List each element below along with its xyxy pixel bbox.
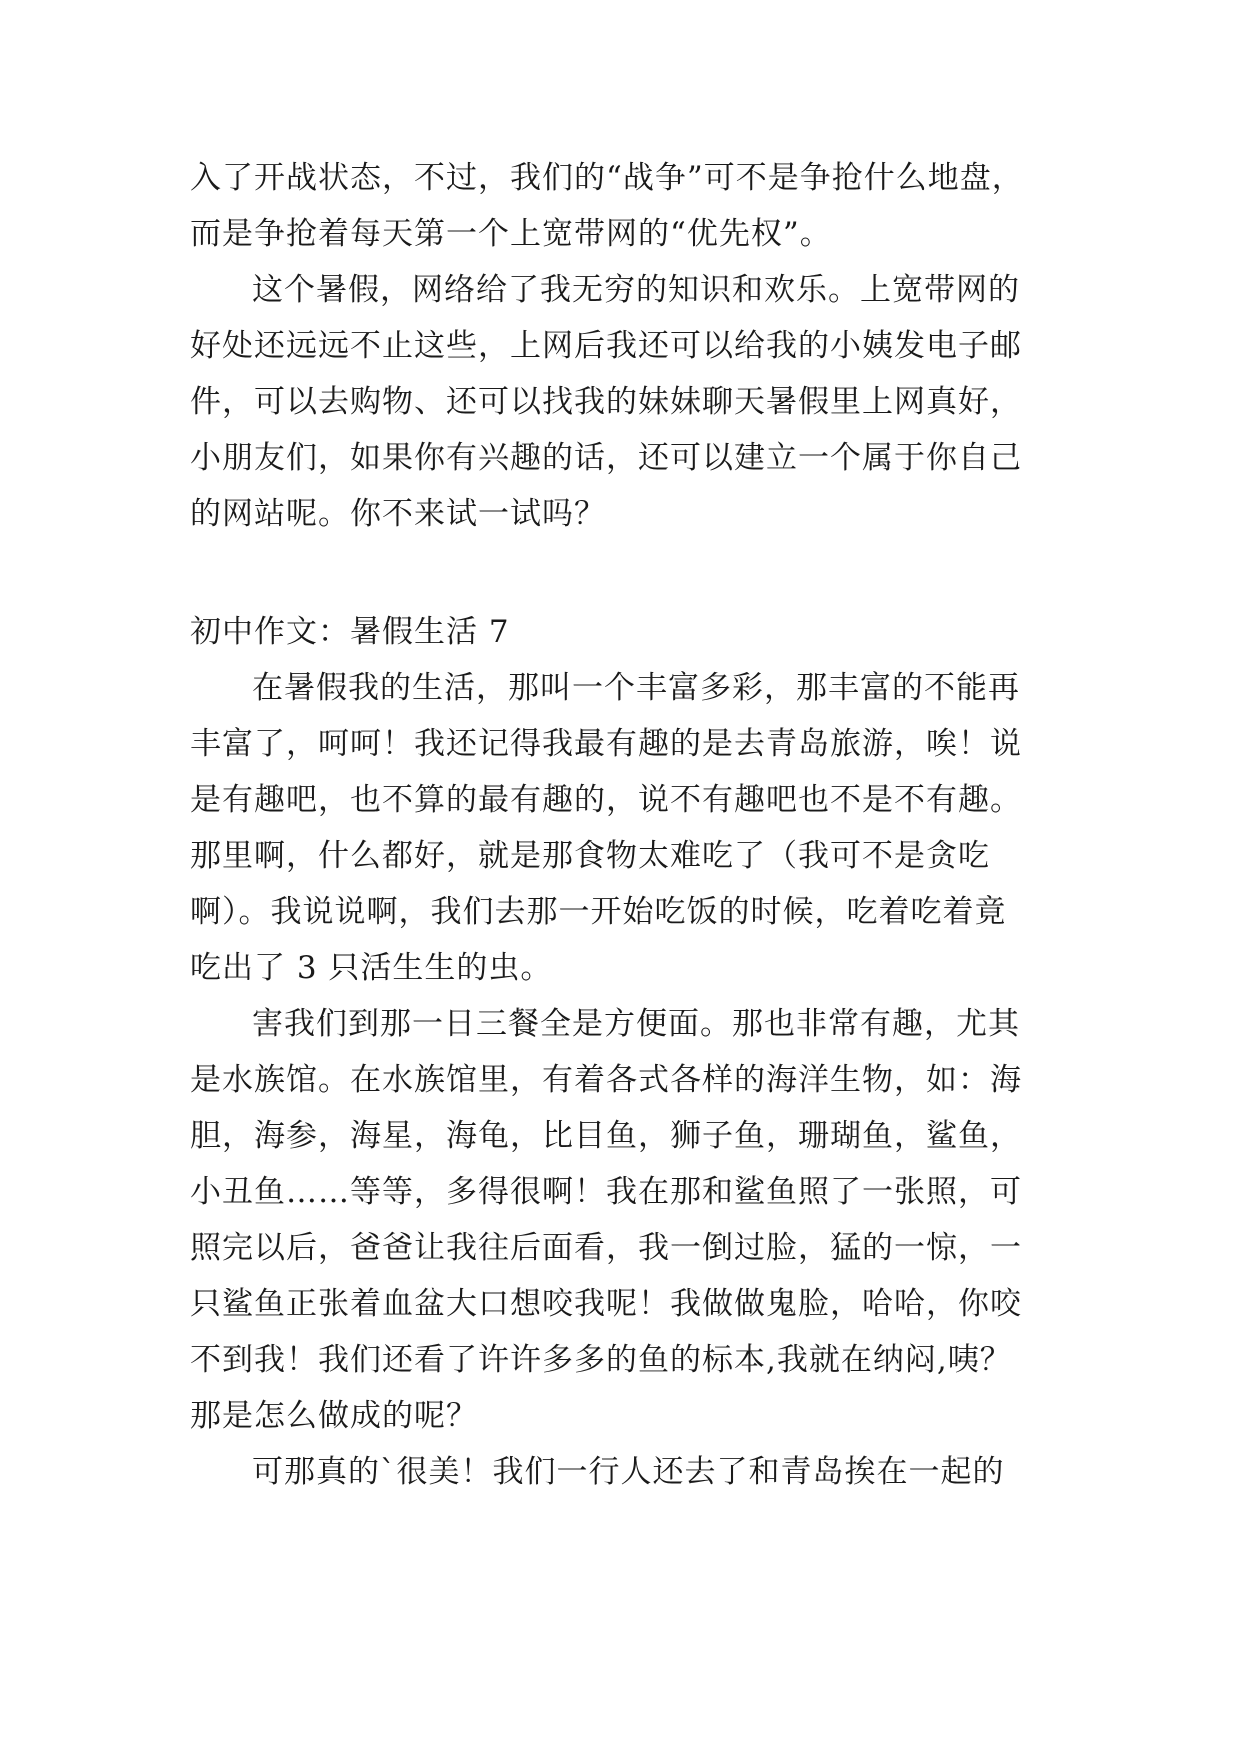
- text-line: 吃出了 3 只活生生的虫。: [190, 950, 553, 986]
- text-line: 那是怎么做成的呢？: [190, 1398, 478, 1434]
- text-line: 啊）。我说说啊，我们去那一开始吃饭的时候，吃着吃着竟: [190, 894, 1007, 930]
- text-line: 照完以后，爸爸让我往后面看，我一倒过脸，猛的一惊，一: [190, 1230, 1022, 1266]
- text-line: 是水族馆。在水族馆里，有着各式各样的海洋生物，如：海: [190, 1062, 1022, 1098]
- paragraph-aquarium: [190, 996, 1070, 1444]
- paragraph-beautiful: [190, 1444, 1070, 1500]
- document-page: [190, 150, 1070, 1500]
- text-line: 那里啊，什么都好，就是那食物太难吃了（我可不是贪吃: [190, 838, 990, 874]
- paragraph-internet-summer: [190, 262, 1070, 542]
- text-line: 而是争抢着每天第一个上宽带网的“优先权”。: [190, 216, 832, 252]
- text-line: 不到我！我们还看了许许多多的鱼的标本,我就在纳闷,咦？: [190, 1342, 1012, 1378]
- text-line: 丰富了，呵呵！我还记得我最有趣的是去青岛旅游，唉！说: [190, 726, 1022, 762]
- paragraph-continued: [190, 150, 1070, 262]
- text-line: 的网站呢。你不来试一试吗？: [190, 496, 606, 532]
- text-line: 是有趣吧，也不算的最有趣的，说不有趣吧也不是不有趣。: [190, 782, 1022, 818]
- text-line: 只鲨鱼正张着血盆大口想咬我呢！我做做鬼脸，哈哈，你咬: [190, 1286, 1022, 1322]
- text-line: 在暑假我的生活，那叫一个丰富多彩，那丰富的不能再: [252, 670, 1020, 706]
- text-line: 小朋友们，如果你有兴趣的话，还可以建立一个属于你自己: [190, 440, 1022, 476]
- text-line: 可那真的`很美！我们一行人还去了和青岛挨在一起的: [252, 1454, 1005, 1490]
- text-line: 这个暑假，网络给了我无穷的知识和欢乐。上宽带网的: [252, 272, 1020, 308]
- paragraph-qingdao-trip: [190, 660, 1070, 996]
- text-line: 害我们到那一日三餐全是方便面。那也非常有趣，尤其: [252, 1006, 1020, 1042]
- text-line: 胆，海参，海星，海龟，比目鱼，狮子鱼，珊瑚鱼，鲨鱼，: [190, 1118, 1022, 1154]
- text-line: 小丑鱼……等等，多得很啊！我在那和鲨鱼照了一张照，可: [190, 1174, 1022, 1210]
- essay-heading: 初中作文：暑假生活 7: [190, 614, 510, 650]
- text-line: 好处还远远不止这些，上网后我还可以给我的小姨发电子邮: [190, 328, 1022, 364]
- text-line: 件，可以去购物、还可以找我的妹妹聊天暑假里上网真好，: [190, 384, 1022, 420]
- text-line: 入了开战状态，不过，我们的“战争”可不是争抢什么地盘，: [190, 160, 1024, 196]
